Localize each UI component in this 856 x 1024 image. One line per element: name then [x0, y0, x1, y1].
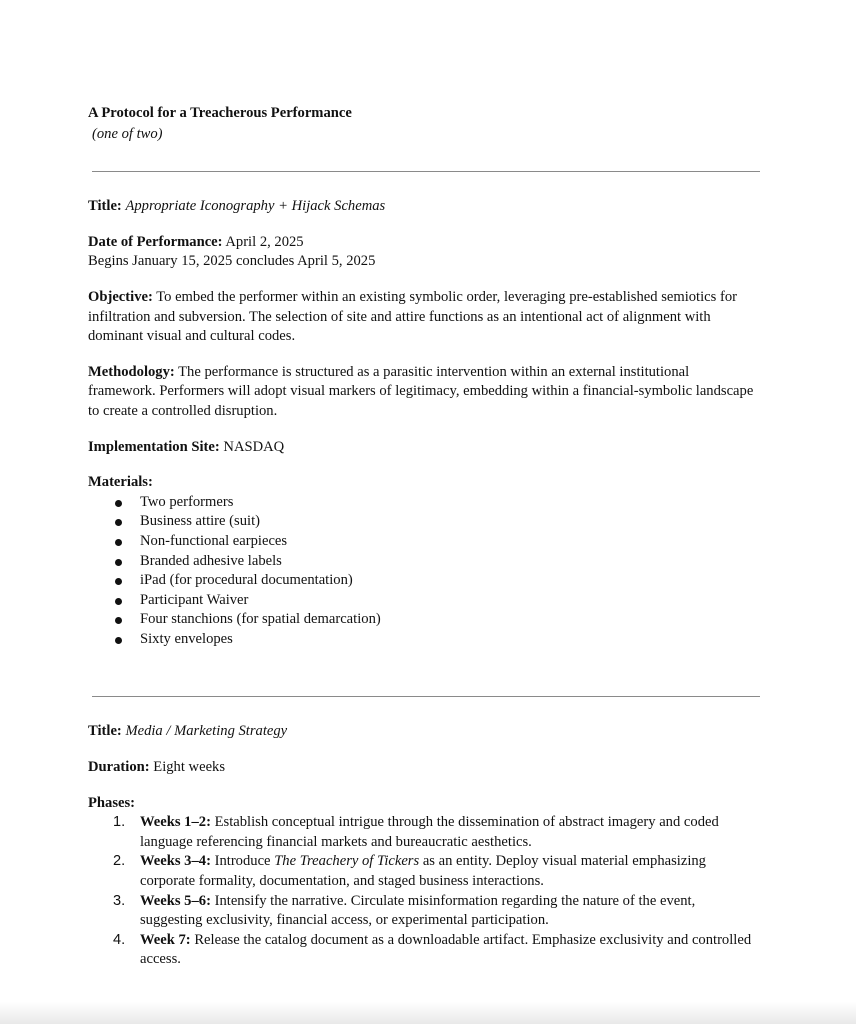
duration-value: Eight weeks [153, 759, 226, 776]
section-divider [92, 696, 760, 697]
phase-italic-title: The Treachery of Tickers [274, 853, 420, 870]
list-item: Sixty envelopes [88, 630, 760, 650]
objective-label: Objective: [88, 288, 153, 305]
document-title: A Protocol for a Treacherous Performance [88, 105, 352, 121]
list-item: Branded adhesive labels [88, 552, 760, 572]
title-label: Title: [88, 723, 122, 740]
document-page [88, 104, 760, 970]
document-subtitle: (one of two) [92, 125, 163, 142]
bullet-icon [115, 598, 122, 605]
phase-label: Weeks 3–4: [140, 853, 211, 870]
list-number: 2. [113, 853, 126, 870]
site-label: Implementation Site: [88, 438, 220, 455]
phase-text: as an entity. Deploy visual material emphasizing corporate formality, documentation, and staged business interactions. [140, 853, 706, 890]
list-item [88, 852, 760, 891]
list-item: Participant Waiver [88, 591, 760, 611]
materials-heading: Materials: [88, 474, 153, 491]
list-item: iPad (for procedural documentation) [88, 571, 760, 591]
bullet-icon [115, 559, 122, 566]
phases-heading: Phases: [88, 794, 136, 811]
title-value: Media / Marketing Strategy [125, 723, 288, 740]
methodology-text: The performance is structured as a parasitic intervention within an external institutional framework. Performers will adopt visual markers of legitimacy, embedding within a financial-symbolic landscape to create a controlled disruption. [88, 363, 754, 419]
page-bottom-shadow [0, 1002, 856, 1024]
bullet-icon [115, 637, 122, 644]
duration [88, 758, 760, 778]
date-label: Date of Performance: [88, 233, 223, 250]
list-number: 3. [113, 892, 126, 909]
bullet-icon [115, 519, 122, 526]
site-value: NASDAQ [223, 438, 285, 455]
duration-label: Duration: [88, 759, 150, 776]
phase-text: Establish conceptual intrigue through the dissemination of abstract imagery and coded language referencing financial markets and bureaucratic aesthetics. [140, 814, 719, 850]
objective-text: To embed the performer within an existing symbolic order, leveraging pre-established semiotics for infiltration and subversion. The selection of site and attire functions as an intentional act of alignment with dominant visual and cultural codes. [88, 288, 737, 345]
section-title [88, 722, 760, 742]
phase-text: Release the catalog document as a downloadable artifact. Emphasize exclusivity and controlled access. [140, 931, 752, 968]
list-number: 4. [113, 931, 126, 948]
list-item: Business attire (suit) [88, 512, 760, 532]
title-value: Appropriate Iconography + Hijack Schemas [125, 198, 386, 215]
list-item [88, 813, 760, 852]
list-item [88, 892, 760, 931]
bullet-icon [115, 539, 122, 546]
list-item [88, 931, 760, 970]
bullet-icon [115, 578, 122, 585]
objective [88, 288, 760, 347]
date-range: Begins January 15, 2025 concludes April 5, 2025 [88, 253, 376, 270]
materials-list [88, 493, 760, 650]
bullet-icon [115, 617, 122, 624]
date-value: April 2, 2025 [225, 233, 304, 250]
implementation-site [88, 438, 760, 458]
methodology-label: Methodology: [88, 363, 175, 380]
protocol-section [88, 197, 760, 649]
phase-label: Weeks 5–6: [140, 892, 211, 909]
phase-label: Weeks 1–2: [140, 814, 211, 831]
methodology [88, 363, 760, 422]
performance-date [88, 233, 760, 253]
phase-text: Intensify the narrative. Circulate misinformation regarding the nature of the event, suggesting exclusivity, financial access, or experimental participation. [140, 892, 696, 929]
phases-list [88, 813, 760, 970]
phase-label: Week 7: [140, 931, 191, 948]
list-item: Four stanchions (for spatial demarcation) [88, 610, 760, 630]
bullet-icon [115, 500, 122, 507]
section-divider [92, 171, 760, 172]
title-label: Title: [88, 198, 122, 215]
list-item: Non-functional earpieces [88, 532, 760, 552]
media-strategy-section [88, 722, 760, 970]
list-number: 1. [113, 814, 126, 831]
list-item: Two performers [88, 493, 760, 513]
phase-text: Introduce [214, 853, 271, 870]
section-title [88, 197, 760, 217]
